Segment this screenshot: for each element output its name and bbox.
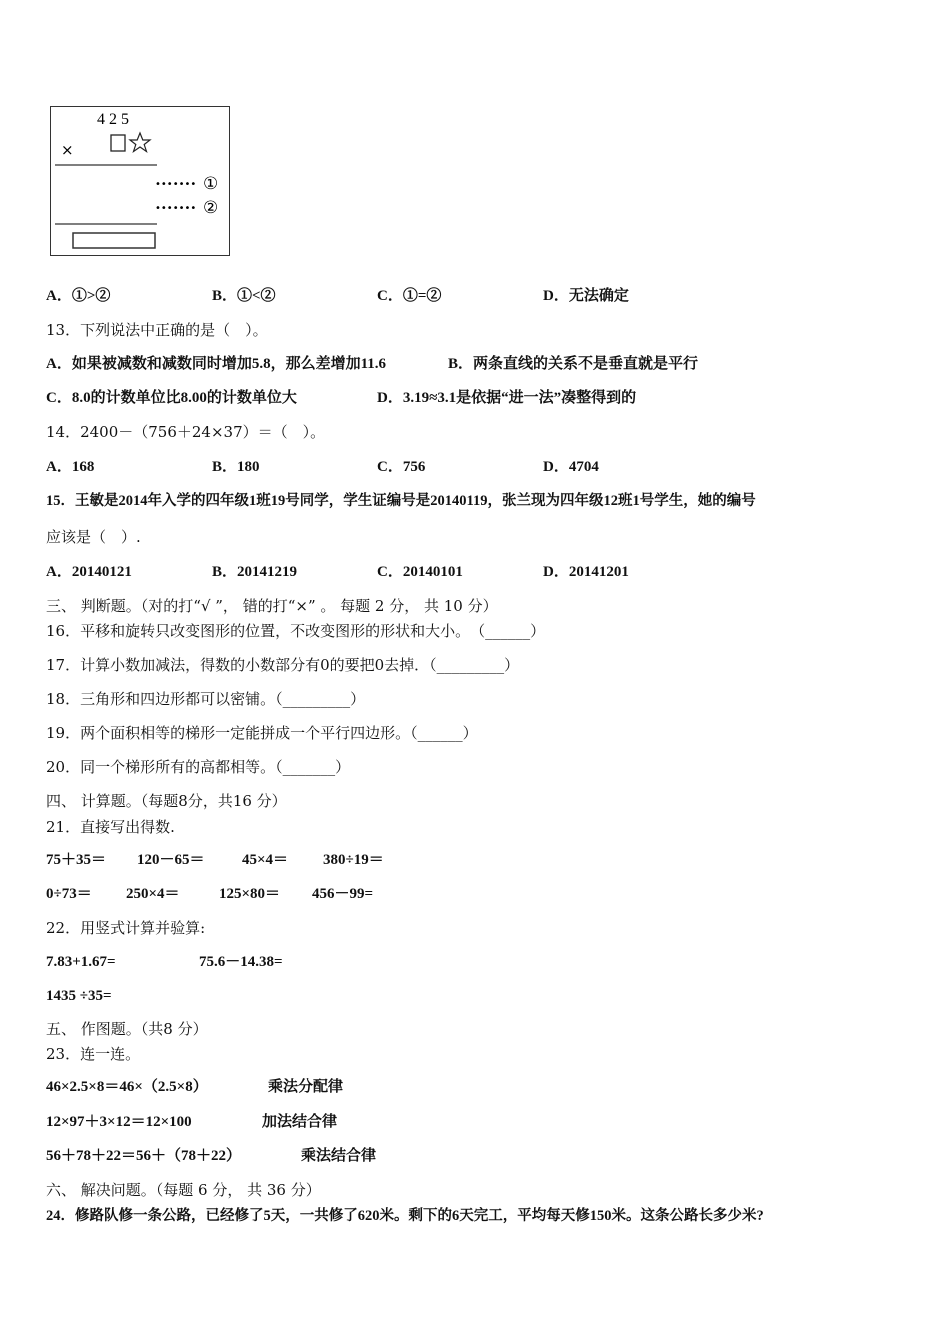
q23-right-item[interactable]: 加法结合律 bbox=[262, 1114, 338, 1130]
q22-item: 75.6－14.38= bbox=[199, 954, 283, 970]
q21-item: 125×80＝ bbox=[219, 886, 281, 902]
multiplication-figure bbox=[50, 106, 230, 256]
q15-stem-line1: 15．王敏是2014年入学的四年级1班19号同学，学生证编号是20140119，张兰现为四年级12班1号学生，她的编号 bbox=[46, 493, 756, 509]
q23-right-item[interactable]: 乘法结合律 bbox=[301, 1148, 377, 1164]
star-icon bbox=[130, 133, 150, 152]
section-6-heading: 六、 解决问题。（每题 6 分， 共 36 分） bbox=[46, 1181, 321, 1199]
q21-item: 75＋35＝ bbox=[46, 852, 107, 868]
times-sign: × bbox=[61, 141, 74, 159]
q12-option-b[interactable]: B．①<② bbox=[212, 288, 276, 304]
result-box bbox=[73, 233, 155, 248]
marker-2: ② bbox=[203, 198, 219, 218]
q15-option-b[interactable]: B．20141219 bbox=[212, 564, 298, 580]
q15-option-a[interactable]: A．20140121 bbox=[46, 564, 132, 580]
q14-option-a[interactable]: A．168 bbox=[46, 459, 95, 475]
q15-stem-line2: 应该是（ ）. bbox=[46, 528, 141, 546]
q15-option-d[interactable]: D．20141201 bbox=[543, 564, 629, 580]
square-box bbox=[111, 135, 125, 151]
q12-option-c[interactable]: C．①=② bbox=[377, 288, 442, 304]
q22-stem: 22．用竖式计算并验算: bbox=[46, 919, 206, 937]
q21-item: 250×4＝ bbox=[126, 886, 180, 902]
q21-item: 120－65＝ bbox=[137, 852, 205, 868]
q14-option-c[interactable]: C．756 bbox=[377, 459, 426, 475]
q12-option-a[interactable]: A．①>② bbox=[46, 288, 111, 304]
dots-2: ••••••• bbox=[155, 203, 197, 214]
q15-option-c[interactable]: C．20140101 bbox=[377, 564, 463, 580]
q22-item: 1435 ÷35= bbox=[46, 988, 112, 1004]
q17: 17．计算小数加减法，得数的小数部分有0的要把0去掉．（_________） bbox=[46, 656, 520, 674]
q21-item: 45×4＝ bbox=[242, 852, 289, 868]
q23-left-item[interactable]: 46×2.5×8＝46×（2.5×8） bbox=[46, 1079, 208, 1095]
q18: 18．三角形和四边形都可以密铺。（_________） bbox=[46, 690, 366, 708]
q13-option-b[interactable]: B．两条直线的关系不是垂直就是平行 bbox=[448, 356, 699, 372]
q24: 24．修路队修一条公路，已经修了5天，一共修了620米。剩下的6天完工，平均每天修150米。这条公路长多少米? bbox=[46, 1208, 764, 1224]
q23-stem: 23．连一连。 bbox=[46, 1045, 141, 1063]
figure-digits: 4 2 5 bbox=[97, 111, 129, 128]
section-5-heading: 五、 作图题。（共8 分） bbox=[46, 1020, 208, 1038]
q21-item: 380÷19＝ bbox=[323, 852, 384, 868]
q19: 19．两个面积相等的梯形一定能拼成一个平行四边形。（______） bbox=[46, 724, 478, 742]
q13-option-d[interactable]: D．3.19≈3.1是依据“进一法”凑整得到的 bbox=[377, 390, 637, 406]
section-4-heading: 四、 计算题。（每题8分，共16 分） bbox=[46, 792, 287, 810]
q23-left-item[interactable]: 12×97＋3×12＝12×100 bbox=[46, 1114, 192, 1130]
q14-option-b[interactable]: B．180 bbox=[212, 459, 260, 475]
q23-right-item[interactable]: 乘法分配律 bbox=[268, 1079, 344, 1095]
q20: 20．同一个梯形所有的高都相等。（_______） bbox=[46, 758, 351, 776]
q13-option-c[interactable]: C．8.0的计数单位比8.00的计数单位大 bbox=[46, 390, 297, 406]
q14-stem: 14．2400－（756＋24×37）＝（ ）。 bbox=[46, 423, 326, 441]
q14-option-d[interactable]: D．4704 bbox=[543, 459, 599, 475]
q16: 16．平移和旋转只改变图形的位置，不改变图形的形状和大小。 （______） bbox=[46, 622, 546, 640]
q22-item: 7.83+1.67= bbox=[46, 954, 116, 970]
q13-stem: 13．下列说法中正确的是（ ）。 bbox=[46, 321, 268, 339]
vertical-multiplication-diagram bbox=[51, 107, 229, 255]
q23-left-item[interactable]: 56＋78＋22＝56＋（78＋22） bbox=[46, 1148, 242, 1164]
q12-option-d[interactable]: D．无法确定 bbox=[543, 288, 629, 304]
q21-item: 456－99= bbox=[312, 886, 374, 902]
q13-option-a[interactable]: A．如果被减数和减数同时增加5.8，那么差增加11.6 bbox=[46, 356, 387, 372]
dots-1: ••••••• bbox=[155, 179, 197, 190]
section-3-heading: 三、 判断题。（对的打“√ ”， 错的打“×” 。 每题 2 分， 共 10 分） bbox=[46, 597, 498, 615]
q21-stem: 21．直接写出得数. bbox=[46, 818, 175, 836]
marker-1: ① bbox=[203, 174, 219, 194]
q21-item: 0÷73＝ bbox=[46, 886, 92, 902]
